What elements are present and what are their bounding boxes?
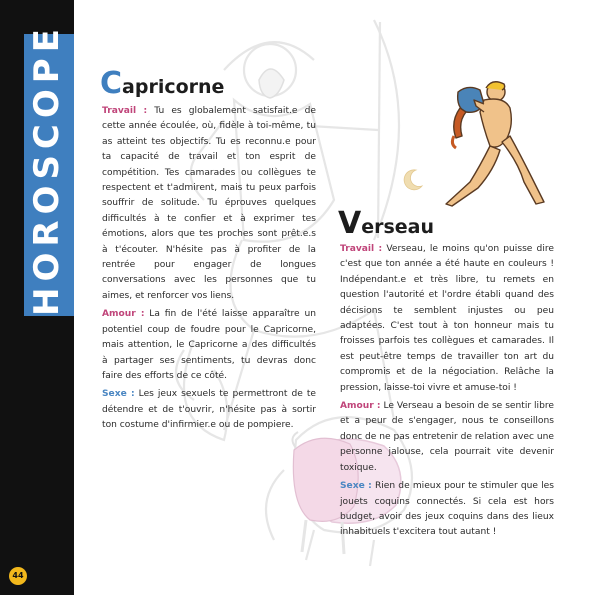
verseau-travail-text: Verseau, le moins qu'on puisse dire c'est que ton année a été haute en couleurs ! Indépendant.e et très libre, tu remets en question l'autorité et l'ordre établi quand des décisions te semblent injustes ou peu adaptées. C'est tout à ton honneur mais tu froisses parfois tes collègues et camarades. Il est peut-être temps de travailler ton art du compromis et de la négociation. Relâche la pression, laisse-toi vivre et amuse-toi ! xyxy=(340,244,554,393)
capricorne-sexe-label: Sexe : xyxy=(102,389,135,400)
capricorne-travail-label: Travail : xyxy=(102,106,148,116)
verseau-sexe xyxy=(340,479,554,541)
capricorne-amour xyxy=(102,307,316,384)
aquarius-water-bearer-illustration xyxy=(440,78,560,210)
verseau-sexe-label: Sexe : xyxy=(340,481,372,492)
capricorne-sexe xyxy=(102,387,316,433)
verseau-travail xyxy=(340,242,554,396)
verseau-title-rest: erseau xyxy=(361,216,435,238)
crescent-moon-icon xyxy=(400,168,424,192)
verseau-sexe-text: Rien de mieux pour te stimuler que les jouets coquins connectés. Si cela est hors budget, avoir des jeux coquins dans des lieux inhabituels t'excitera tout autant ! xyxy=(340,481,554,538)
capricorne-title-initial: C xyxy=(100,66,123,101)
capricorne-sexe-text: Les jeux sexuels te permettront de te détendre et de t'ouvrir, n'hésite pas à sortir ton costume d'infirmier.e ou de pompiere. xyxy=(102,389,316,431)
verseau-amour-text: Le Verseau a besoin de se sentir libre et a peur de s'engager, nous te conseillons donc de ne pas entretenir de relation avec une personne jalouse, cela pourrait vite devenir toxique. xyxy=(340,401,554,473)
capricorne-travail-text: Tu es globalement satisfait.e de cette année écoulée, où, fidèle à toi-même, tu as atteint tes objectifs. Tu es reconnu.e pour ta capacité de travail et ton esprit de compétition. Tes camarades ou collègues te respectent et t'admirent, mais tu peux parfois souffrir de solitude. Tu éprouves quelques difficultés à te confier et à exprimer tes émotions, alors que tes proches sont prêt.e.s à t'écouter. N'hésite pas à profiter de la rentrée pour engager de longues conversations avec les personnes que tu aimes, et renforcer vos liens. xyxy=(102,106,316,301)
page-number: 44 xyxy=(9,567,27,585)
verseau-amour xyxy=(340,399,554,476)
sidebar xyxy=(0,0,74,595)
capricorne-title-rest: apricorne xyxy=(122,76,225,98)
verseau-title-initial: V xyxy=(338,206,362,241)
verseau-travail-label: Travail : xyxy=(340,244,383,254)
capricorne-travail xyxy=(102,104,316,304)
capricorne-title xyxy=(100,66,224,101)
capricorne-text xyxy=(102,104,316,437)
verseau-amour-label: Amour : xyxy=(340,401,381,412)
capricorne-amour-text: La fin de l'été laisse apparaître un potentiel coup de foudre pour le Capricorne, mais attention, le Capricorne a des difficultés à partager ses sentiments, tu devras donc faire des efforts de ce côté. xyxy=(102,309,316,381)
capricorne-amour-label: Amour : xyxy=(102,309,145,320)
verseau-text xyxy=(340,242,554,544)
section-title: HOROSCOPE xyxy=(27,23,67,316)
verseau-title xyxy=(338,206,434,241)
